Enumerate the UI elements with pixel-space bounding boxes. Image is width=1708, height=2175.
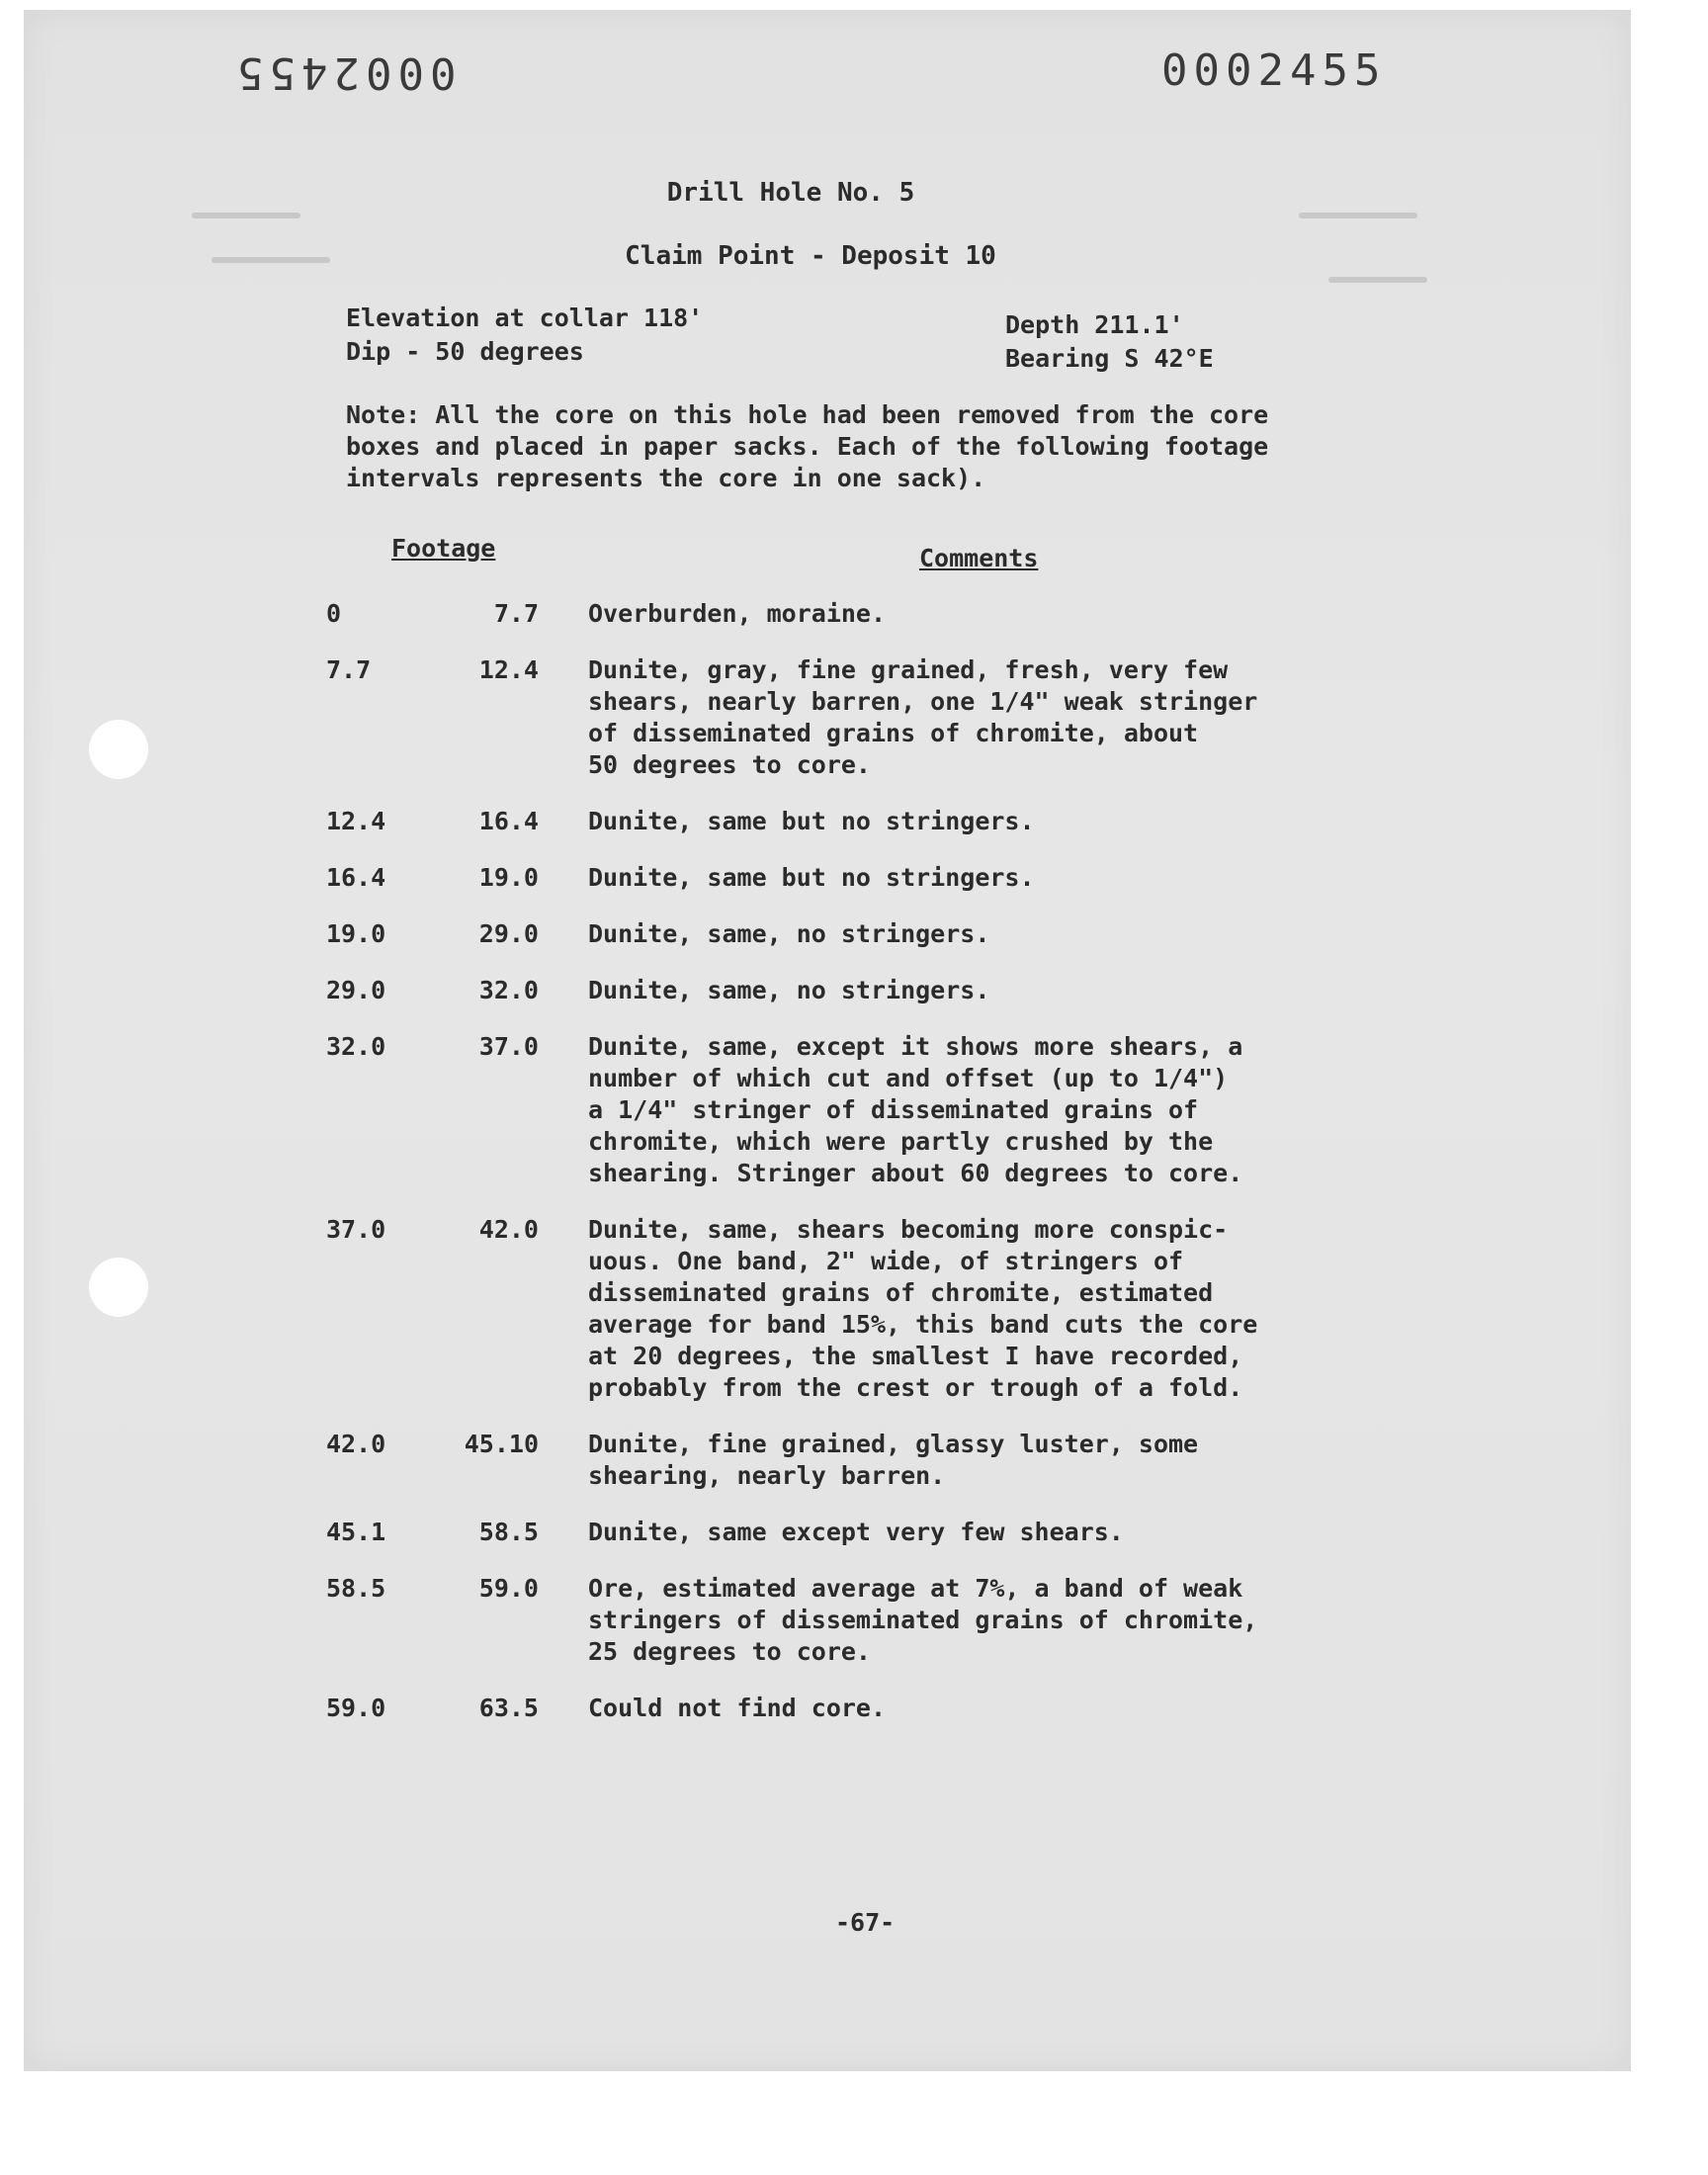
comment-line: Dunite, same except very few shears. [588,1518,1124,1546]
footage-from: 16.4 [326,863,386,892]
footage-from: 45.1 [326,1518,386,1546]
footage-from: 37.0 [326,1215,386,1244]
depth-text: Depth 211.1' [1005,310,1184,339]
table-row [326,918,1404,950]
note-line: Note: All the core on this hole had been removed from the core [346,400,1269,429]
comment-cell [588,1517,1404,1548]
comment-cell [588,1429,1404,1492]
footage-from: 7.7 [326,655,372,684]
punch-hole-bottom [89,1258,148,1317]
footage-from: 29.0 [326,976,386,1004]
comment-line: a 1/4" stringer of disseminated grains of [588,1095,1199,1124]
footage-to: 58.5 [478,1518,539,1546]
table-row [326,1429,1404,1492]
comment-line: Could not find core. [588,1694,887,1722]
comment-line: at 20 degrees, the smallest I have recorded, [588,1342,1243,1370]
comment-line: of disseminated grains of chromite, about [588,719,1199,747]
stamp-number-inverted: 0002455 [231,47,457,98]
comments-header: Comments [919,544,1039,572]
footage-to: 7.7 [493,599,539,628]
table-row [326,862,1404,894]
comment-cell [588,1693,1404,1724]
comment-line: 25 degrees to core. [588,1637,871,1666]
comment-cell [588,806,1404,837]
footage-to: 12.4 [478,655,539,684]
comment-line: stringers of disseminated grains of chromite, [588,1606,1258,1634]
footage-header: Footage [391,534,496,563]
footage-from: 19.0 [326,919,386,948]
footage-from: 0 [326,599,342,628]
smudge-mark [1299,213,1417,218]
table-row [326,1214,1404,1404]
comment-line: chromite, which were partly crushed by the [588,1127,1214,1156]
smudge-mark [1328,277,1427,283]
comment-line: shearing. Stringer about 60 degrees to core. [588,1159,1243,1187]
stamp-number: 0002455 [1161,45,1387,96]
table-row [326,1693,1404,1724]
table-row [326,975,1404,1006]
comment-line: Dunite, same, shears becoming more conspic- [588,1215,1229,1244]
footage-from: 32.0 [326,1032,386,1061]
footage-to: 42.0 [478,1215,539,1244]
table-row [326,806,1404,837]
footage-to: 16.4 [478,807,539,835]
elevation-text: Elevation at collar 118' [346,304,704,332]
footage-to: 37.0 [478,1032,539,1061]
comment-line: shearing, nearly barren. [588,1461,946,1490]
footage-to: 45.10 [464,1430,539,1458]
footage-from: 58.5 [326,1574,386,1603]
comment-line: Dunite, same, no stringers. [588,919,990,948]
footage-to: 29.0 [478,919,539,948]
dip-text: Dip - 50 degrees [346,337,584,366]
comment-line: Dunite, same, no stringers. [588,976,990,1004]
comment-line: Dunite, fine grained, glassy luster, some [588,1430,1199,1458]
comment-cell [588,918,1404,950]
footage-from: 12.4 [326,807,386,835]
comment-line: uous. One band, 2" wide, of stringers of [588,1247,1184,1275]
comment-line: disseminated grains of chromite, estimated [588,1278,1214,1307]
footage-from: 42.0 [326,1430,386,1458]
meta-right [1005,308,1214,376]
comment-cell [588,654,1404,781]
comment-line: probably from the crest or trough of a fold. [588,1373,1243,1402]
comment-line: Overburden, moraine. [588,599,887,628]
comment-cell [588,862,1404,894]
table-row [326,1031,1404,1189]
bearing-text: Bearing S 42°E [1005,344,1214,373]
comment-line: number of which cut and offset (up to 1/4") [588,1064,1229,1092]
comment-line: average for band 15%, this band cuts the core [588,1310,1258,1339]
footage-to: 59.0 [478,1574,539,1603]
page-number: -67- [835,1908,896,1937]
comment-cell [588,598,1404,630]
table-row [326,598,1404,630]
comment-line: Dunite, gray, fine grained, fresh, very few [588,655,1229,684]
comment-line: Dunite, same but no stringers. [588,863,1035,892]
meta-left [346,302,703,369]
table-row [326,1573,1404,1668]
comment-line: 50 degrees to core. [588,750,871,779]
comment-line: Dunite, same, except it shows more shears, a [588,1032,1243,1061]
document-title: Drill Hole No. 5 [666,178,915,208]
punch-hole-top [89,720,148,779]
note-paragraph [346,399,1394,494]
comment-line: Dunite, same but no stringers. [588,807,1035,835]
document-subtitle: Claim Point - Deposit 10 [625,241,996,271]
comment-cell [588,975,1404,1006]
note-line: boxes and placed in paper sacks. Each of the following footage [346,432,1269,461]
footage-to: 63.5 [478,1694,539,1722]
footage-to: 32.0 [478,976,539,1004]
comment-cell [588,1214,1404,1404]
comment-line: shears, nearly barren, one 1/4" weak stringer [588,687,1258,716]
comment-line: Ore, estimated average at 7%, a band of weak [588,1574,1243,1603]
note-line: intervals represents the core in one sack). [346,464,986,492]
footage-from: 59.0 [326,1694,386,1722]
comment-cell [588,1573,1404,1668]
comment-cell [588,1031,1404,1189]
table-row [326,654,1404,781]
smudge-mark [192,213,300,218]
table-row [326,1517,1404,1548]
footage-log-table [326,598,1404,1749]
footage-to: 19.0 [478,863,539,892]
